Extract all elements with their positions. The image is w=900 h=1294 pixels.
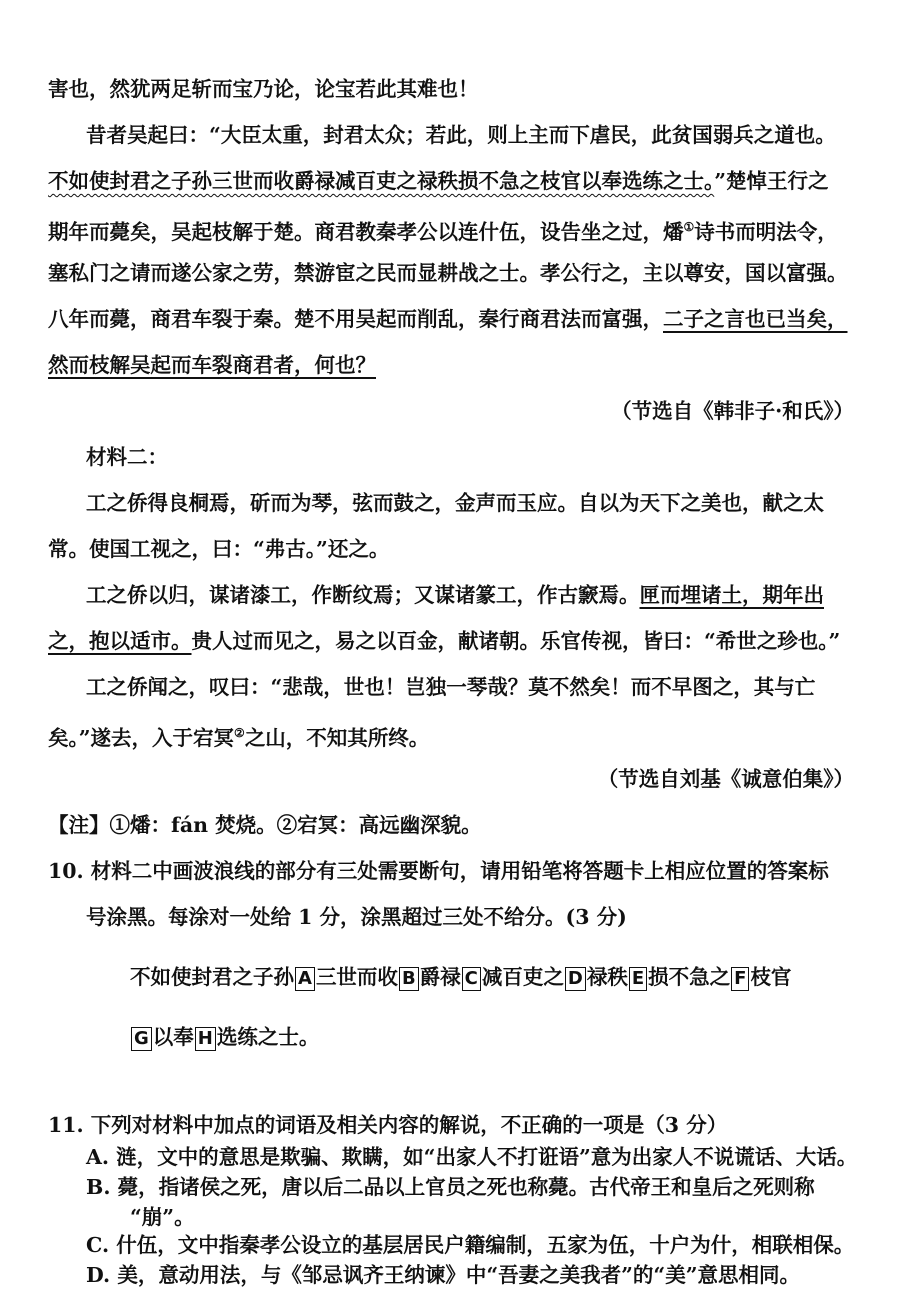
passage1-line5-text: 八年而薨，商君车裂于秦。楚不用吴起而削乱，秦行商君法而富强， xyxy=(48,307,663,331)
passage1-line0: 害也，然犹两足斩而宝乃论，论宝若此其难也！ xyxy=(48,77,479,101)
passage1-line5 xyxy=(48,304,848,334)
q10-segment: 三世而收 xyxy=(315,965,398,989)
passage2-line5: 工之侨闻之，叹曰：“悲哉，世也！岂独一琴哉？莫不然矣！而不早图之，其与亡 xyxy=(86,675,816,699)
passage2-line4-text: 贵人过而见之，易之以百金，献诸朝。乐官传视，皆曰：“希世之珍也。” xyxy=(191,629,841,653)
q10-segment: 以奉 xyxy=(152,1025,194,1049)
passage2-heading: 材料二： xyxy=(86,445,168,469)
answer-box-d[interactable]: D xyxy=(565,967,586,991)
q11-option-d: D. 美，意动用法，与《邹忌讽齐王纳谏》中“吾妻之美我者”的“美”意思相同。 xyxy=(86,1263,800,1287)
q11-option-a: A. 涟，文中的意思是欺骗、欺瞒，如“出家人不打诳语”意为出家人不说谎话、大话。 xyxy=(86,1145,858,1169)
passage2-line3 xyxy=(86,580,824,610)
passage2-line6-text-b: 之山，不知其所终。 xyxy=(244,725,430,750)
q11-option-b-line1: B. 薨，指诸侯之死，唐以后二品以上官员之死也称薨。古代帝王和皇后之死则称 xyxy=(86,1175,815,1199)
footnotes: 【注】①燔：fán 焚烧。②宕冥：高远幽深貌。 xyxy=(48,813,482,837)
q10-segment: 爵禄 xyxy=(419,965,461,989)
answer-box-g[interactable]: G xyxy=(131,1027,152,1051)
footnote-marker-2: ② xyxy=(234,726,245,740)
q10-sentence-line1 xyxy=(130,962,791,992)
passage1-line6 xyxy=(48,350,376,380)
passage1-line3 xyxy=(48,212,838,247)
answer-box-e[interactable]: E xyxy=(629,967,647,991)
q10-stem-line1: 10. 材料二中画波浪线的部分有三处需要断句，请用铅笔将答题卡上相应位置的答案标 xyxy=(48,859,829,883)
q10-segment: 减百吏之 xyxy=(481,965,564,989)
passage2-source: （节选自刘基《诚意伯集》） xyxy=(597,767,854,791)
underlined-text: 二子之言也已当矣， xyxy=(663,307,848,331)
q10-sentence-line2 xyxy=(130,1022,319,1052)
passage2-line2: 常。使国工视之，曰：“弗古。”还之。 xyxy=(48,537,390,561)
passage2-line4 xyxy=(48,626,840,656)
passage2-line1: 工之侨得良桐焉，斫而为琴，弦而鼓之，金声而玉应。自以为天下之美也，献之太 xyxy=(86,491,824,515)
passage1-line2-rest: ”楚悼王行之 xyxy=(714,169,829,193)
passage1-line4: 塞私门之请而遂公家之劳，禁游宦之民而显耕战之士。孝公行之，主以尊安，国以富强。 xyxy=(48,261,848,285)
wavy-underlined-text: 不如使封君之子孙三世而收爵禄减百吏之禄秩损不急之枝官以奉选练之士。 xyxy=(48,169,715,193)
passage1-line3-text-b: 诗书而明法令， xyxy=(694,219,838,244)
passage1-line2 xyxy=(48,166,829,196)
passage2-line6 xyxy=(48,718,429,753)
answer-box-f[interactable]: F xyxy=(731,967,749,991)
answer-box-c[interactable]: C xyxy=(462,967,481,991)
passage2-line6-text: 矣。”遂去，入于宕冥 xyxy=(48,725,235,750)
q10-segment: 选练之士。 xyxy=(216,1025,320,1049)
q10-segment: 禄秩 xyxy=(586,965,628,989)
q11-stem: 11. 下列对材料中加点的词语及相关内容的解说，不正确的一项是（3 分） xyxy=(48,1113,728,1137)
passage1-source: （节选自《韩非子·和氏》） xyxy=(611,399,854,423)
answer-box-h[interactable]: H xyxy=(195,1027,216,1051)
answer-box-a[interactable]: A xyxy=(295,967,315,991)
passage1-line1: 昔者吴起曰：“大臣太重，封君太众；若此，则上主而下虐民，此贫国弱兵之道也。 xyxy=(86,123,836,147)
footnote-marker-1: ① xyxy=(683,220,695,234)
q11-option-b-line2: “崩”。 xyxy=(130,1205,195,1229)
q10-segment: 不如使封君之子孙 xyxy=(130,965,294,989)
passage1-line3-text: 期年而薨矣，吴起枝解于楚。商君教秦孝公以连什伍，设告坐之过，燔 xyxy=(48,219,684,244)
underlined-text: 然而枝解吴起而车裂商君者，何也？ xyxy=(48,353,376,377)
underlined-text: 之，抱以适市。 xyxy=(48,629,192,653)
q11-option-c: C. 什伍，文中指秦孝公设立的基层居民户籍编制，五家为伍，十户为什，相联相保。 xyxy=(86,1233,855,1257)
passage2-line3-text: 工之侨以归，谋诸漆工，作断纹焉；又谋诸篆工，作古窾焉。 xyxy=(86,583,640,607)
q10-segment: 损不急之 xyxy=(648,965,731,989)
q10-stem-line2: 号涂黑。每涂对一处给 1 分，涂黑超过三处不给分。(3 分) xyxy=(86,905,627,929)
answer-box-b[interactable]: B xyxy=(399,967,419,991)
underlined-text: 匣而埋诸土，期年出 xyxy=(639,583,824,607)
q10-segment: 枝官 xyxy=(750,965,792,989)
